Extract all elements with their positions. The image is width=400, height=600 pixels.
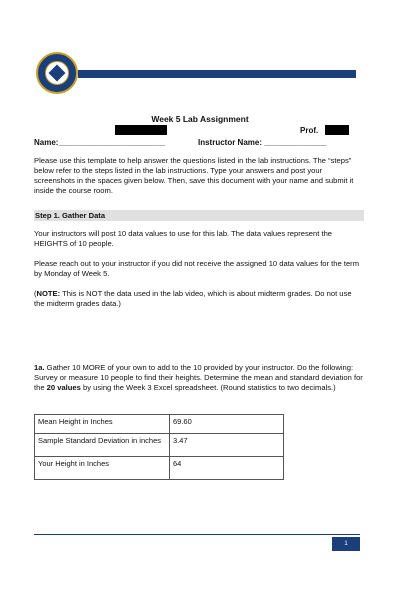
document-title: Week 5 Lab Assignment — [151, 114, 249, 124]
q1a-label: 1a. — [34, 363, 45, 372]
results-table — [34, 414, 284, 480]
table-label: Your Height in Inches — [35, 457, 170, 480]
footer-rule — [34, 534, 360, 535]
table-value: 3.47 — [170, 434, 284, 457]
note-label: NOTE: — [36, 289, 61, 298]
redacted-name — [115, 125, 167, 135]
step1-paragraph-1: Your instructors will post 10 data values to use for this lab. The data values represent the HEIGHTS of 10 people. — [34, 229, 333, 248]
note-text: This is NOT the data used in the lab video, which is about midterm grades. Do not use the midterm grades data.) — [34, 289, 352, 308]
q1a-bold: 20 values — [46, 383, 81, 392]
table-row — [35, 415, 284, 434]
instructor-name-field: Instructor Name: ______________ — [198, 138, 327, 147]
college-logo — [36, 52, 78, 94]
name-field: Name:________________________ — [34, 138, 166, 147]
q1a-text-2: by using the Week 3 Excel spreadsheet. (Round statistics to two decimals.) — [80, 383, 336, 392]
question-1a — [34, 363, 364, 393]
table-value: 69.60 — [170, 415, 284, 434]
header-band — [78, 70, 356, 78]
prof-label: Prof. — [300, 126, 319, 135]
table-value: 64 — [170, 457, 284, 480]
note-paragraph: (NOTE: This is NOT the data used in the lab video, which is about midterm grades. Do not use the midterm grades data.) — [34, 289, 352, 308]
q1a-text: Gather 10 MORE of your own to add to the 10 provided by your instructor. Do the following: Survey or measure 10 people to find their heights. Determine the mean and standard deviation for the — [34, 363, 363, 392]
table-row — [35, 434, 284, 457]
table-label: Sample Standard Deviation in inches — [35, 434, 170, 457]
intro-paragraph: Please use this template to help answer the questions listed in the lab instructions. The “steps” below refer to the steps listed in the lab instructions. Type your answers and post your screenshots in the spaces given below. Then, save this document with your name and submit it inside the course room. — [34, 156, 354, 195]
page-number: 1 — [332, 537, 360, 551]
step1-paragraph-2: Please reach out to your instructor if you did not receive the assigned 10 data values for the term by Monday of Week 5. — [34, 259, 360, 278]
table-row — [35, 457, 284, 480]
redacted-prof — [325, 125, 349, 135]
table-label: Mean Height in Inches — [35, 415, 170, 434]
step1-heading: Step 1. Gather Data — [34, 210, 364, 221]
